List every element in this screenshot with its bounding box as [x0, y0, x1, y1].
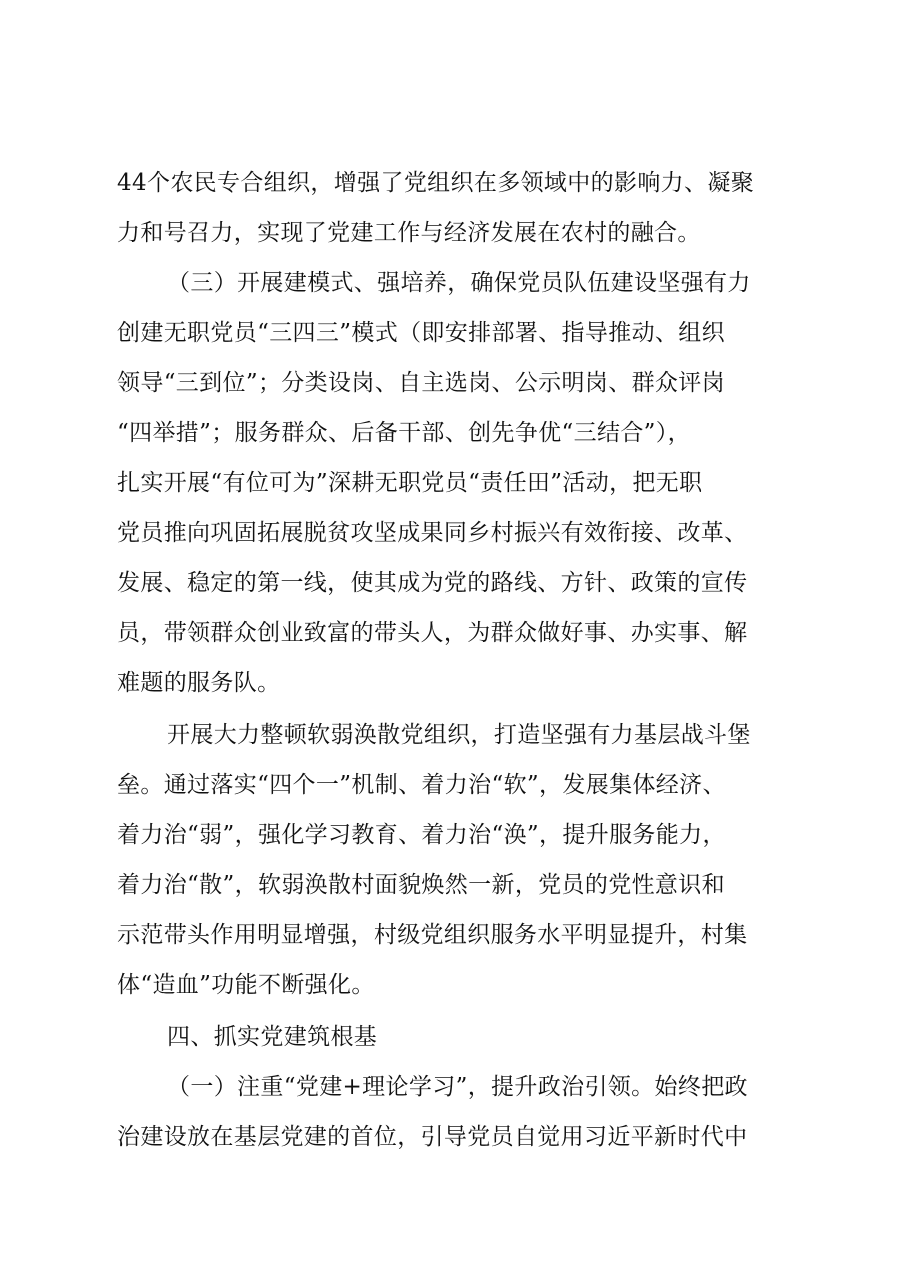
- paragraph-first-line: 开展大力整顿软弱涣散党组织，打造坚强有力基层战斗堡: [167, 722, 751, 748]
- text-line: 着力治“弱”，强化学习教育、着力治“涣”，提升服务能力，: [117, 822, 726, 848]
- text-line: 发展、稳定的第一线，使其成为党的路线、方针、政策的宣传: [117, 570, 748, 596]
- text-line: 员，带领群众创业致富的带头人，为群众做好事、办实事、解: [117, 620, 748, 646]
- text-line: 力和号召力，实现了党建工作与经济发展在农村的融合。: [117, 220, 701, 246]
- text-line: 示范带头作用明显增强，村级党组织服务水平明显提升，村集: [117, 922, 748, 948]
- text-line: 难题的服务队。: [117, 670, 281, 696]
- text-line: 着力治“散”，软弱涣散村面貌焕然一新，党员的党性意识和: [117, 872, 725, 898]
- paragraph-first-line: （一）注重“党建+理论学习”，提升政治引领。始终把政: [167, 1074, 748, 1100]
- text-line: 扎实开展“有位可为”深耕无职党员“责任田”活动，把无职: [117, 470, 703, 496]
- text-line: 创建无职党员“三四三”模式（即安排部署、指导推动、组织: [117, 320, 725, 346]
- text-line: “四举措”；服务群众、后备干部、创先争优“三结合”），: [117, 420, 691, 446]
- section-heading: （三）开展建模式、强培养，确保党员队伍建设坚强有力: [167, 270, 751, 296]
- text-line: 治建设放在基层党建的首位，引导党员自觉用习近平新时代中: [117, 1124, 748, 1150]
- text-line: 44个农民专合组织，增强了党组织在多领域中的影响力、凝聚: [117, 170, 755, 196]
- text-line: 垒。通过落实“四个一”机制、着力治“软”，发展集体经济、: [117, 772, 726, 798]
- section-heading: 四、抓实党建筑根基: [167, 1024, 378, 1050]
- text-line: 领导“三到位”；分类设岗、自主选岗、公示明岗、群众评岗: [117, 370, 725, 396]
- text-line: 体“造血”功能不断强化。: [117, 972, 375, 998]
- text-line: 党员推向巩固拓展脱贫攻坚成果同乡村振兴有效衔接、改革、: [117, 520, 748, 546]
